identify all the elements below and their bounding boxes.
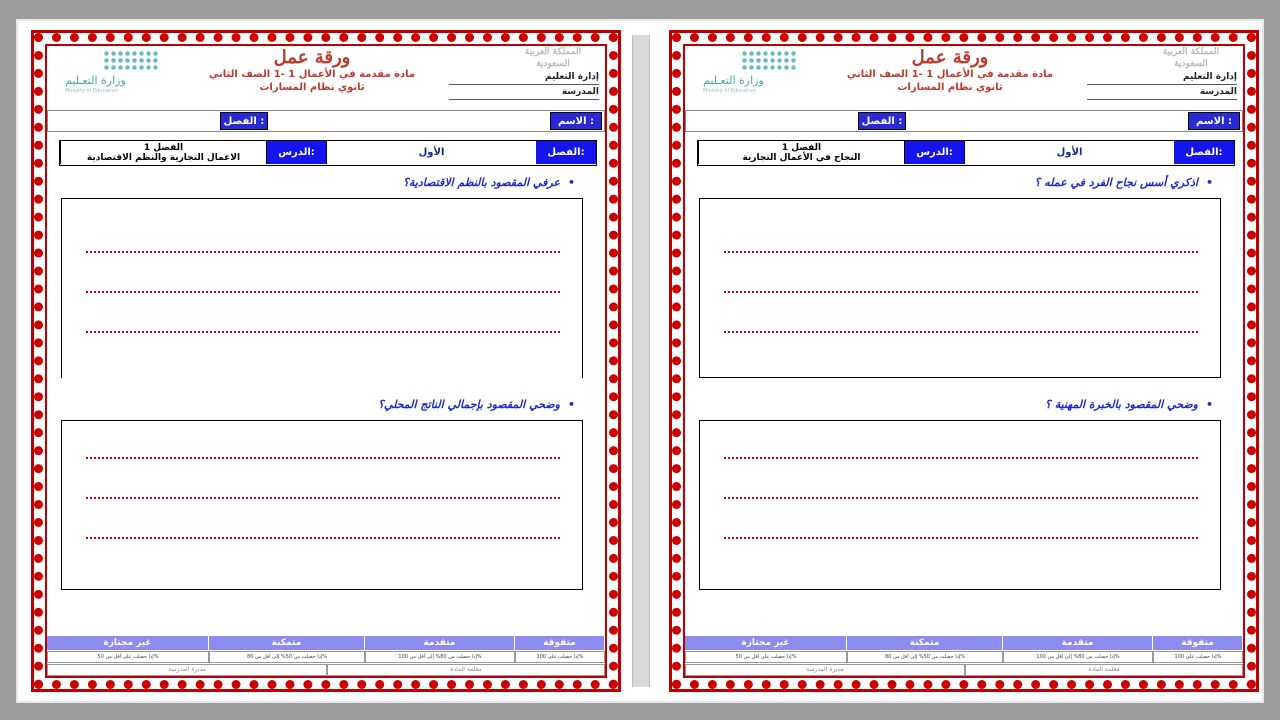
grading-rubric <box>47 636 605 678</box>
rubric-criterion: إذا حصلت على 100% <box>515 651 605 663</box>
lesson-value <box>698 141 904 164</box>
ministry-logo <box>699 50 809 98</box>
chapter-label: الفصل: <box>536 141 596 164</box>
admin-label: إدارة التعليم <box>1087 72 1237 85</box>
lesson-info-row <box>697 140 1235 166</box>
lesson-chapter: الفصل 1 <box>143 143 184 153</box>
worksheet-title-block <box>825 48 1075 94</box>
rubric-header: متفوقة <box>1153 636 1243 650</box>
class-label: الفصل : <box>220 112 268 130</box>
question-1 <box>813 176 1213 189</box>
answer-line <box>724 537 1198 539</box>
chapter-value: الأول <box>326 141 536 164</box>
answer-line <box>86 291 560 293</box>
answer-line <box>86 457 560 459</box>
page-divider <box>632 35 650 687</box>
worksheet-title-block <box>187 48 437 94</box>
bullet-icon: • <box>1205 398 1213 411</box>
lesson-title: النجاح في الأعمال التجارية <box>742 153 861 163</box>
ministry-name: وزارة التعـليم <box>703 74 764 87</box>
answer-box-1[interactable] <box>699 198 1221 378</box>
worksheet-subtitle: مادة مقدمة في الأعمال 1 -1 الصف الثاني <box>208 69 416 80</box>
ministry-logo <box>61 50 171 98</box>
admin-fields <box>1087 72 1237 102</box>
question-2-text: وضحي المقصود بإجمالي الناتج المحلي؟ <box>378 398 560 411</box>
bullet-icon: • <box>567 398 575 411</box>
answer-box-1[interactable] <box>61 198 583 378</box>
answer-line <box>724 497 1198 499</box>
class-label: الفصل : <box>858 112 906 130</box>
ministry-name-en: Ministry of Education <box>703 88 756 94</box>
rubric-header: متمكنة <box>209 636 365 650</box>
chapter-label: الفصل: <box>1174 141 1234 164</box>
question-2-text: وضحي المقصود بالخبرة المهنية ؟ <box>1045 398 1198 411</box>
answer-box-2[interactable] <box>61 420 583 590</box>
teacher-signature: معلمة المادة <box>327 664 605 676</box>
worksheet-title: ورقة عمل <box>273 47 351 68</box>
worksheet-title: ورقة عمل <box>911 47 989 68</box>
lesson-label: الدرس: <box>904 141 964 164</box>
admin-fields <box>449 72 599 102</box>
ministry-name-en: Ministry of Education <box>65 88 118 94</box>
lesson-info-row <box>59 140 597 166</box>
answer-line <box>724 331 1198 333</box>
name-label: الاسم : <box>1188 112 1240 130</box>
worksheet-header <box>685 46 1243 108</box>
name-label: الاسم : <box>550 112 602 130</box>
rubric-header: متقدمة <box>365 636 515 650</box>
rubric-criterion: إذا حصلت على 100% <box>1153 651 1243 663</box>
answer-line <box>86 331 560 333</box>
rubric-criterion: إذا حصلت من 50% إلى أقل من 80% <box>847 651 1003 663</box>
lesson-label: الدرس: <box>266 141 326 164</box>
student-info-row <box>47 110 605 132</box>
rubric-header: متقدمة <box>1003 636 1153 650</box>
admin-label: إدارة التعليم <box>449 72 599 85</box>
answer-line <box>86 537 560 539</box>
rubric-criterion: إذا حصلت على أقل من 50% <box>685 651 847 663</box>
answer-line <box>724 457 1198 459</box>
answer-box-2[interactable] <box>699 420 1221 590</box>
worksheet-left <box>31 30 621 692</box>
rubric-header: متمكنة <box>847 636 1003 650</box>
worksheet-subtitle-2: ثانوي نظام المسارات <box>259 82 365 93</box>
school-label: المدرسة <box>449 87 599 100</box>
ministry-logo-icon <box>741 50 797 72</box>
principal-signature: مديرة المدرسة <box>47 664 327 676</box>
worksheet-right <box>669 30 1259 692</box>
question-1-text: اذكري أسس نجاح الفرد في عمله ؟ <box>1034 176 1198 189</box>
rubric-criterion: إذا حصلت على أقل من 50% <box>47 651 209 663</box>
kingdom-emblem-text: المملكة العربية السعودية <box>524 47 582 69</box>
rubric-criterion: إذا حصلت من 50% إلى أقل من 80% <box>209 651 365 663</box>
document-frame <box>16 19 1264 703</box>
ministry-logo-icon <box>103 50 159 72</box>
ministry-name: وزارة التعـليم <box>65 74 126 87</box>
answer-line <box>86 251 560 253</box>
question-2 <box>175 398 575 411</box>
kingdom-emblem-text: المملكة العربية السعودية <box>1162 47 1220 69</box>
bullet-icon: • <box>1205 176 1213 189</box>
lesson-value <box>60 141 266 164</box>
worksheet-subtitle: مادة مقدمة في الأعمال 1 -1 الصف الثاني <box>846 69 1054 80</box>
bullet-icon: • <box>567 176 575 189</box>
student-info-row <box>685 110 1243 132</box>
principal-signature: مديرة المدرسة <box>685 664 965 676</box>
answer-line <box>86 497 560 499</box>
rubric-header: متفوقة <box>515 636 605 650</box>
answer-line <box>724 291 1198 293</box>
rubric-criterion: إذا حصلت من 80% إلى أقل من 100% <box>1003 651 1153 663</box>
question-1 <box>175 176 575 189</box>
answer-line <box>724 251 1198 253</box>
worksheet-header <box>47 46 605 108</box>
question-2 <box>813 398 1213 411</box>
school-label: المدرسة <box>1087 87 1237 100</box>
rubric-header: غير مجتازة <box>685 636 847 650</box>
teacher-signature: معلمة المادة <box>965 664 1243 676</box>
rubric-header: غير مجتازة <box>47 636 209 650</box>
worksheet-subtitle-2: ثانوي نظام المسارات <box>897 82 1003 93</box>
lesson-title: الاعمال التجارية والنظم الاقتصادية <box>86 153 241 163</box>
question-1-text: عرفي المقصود بالنظم الاقتصادية؟ <box>403 176 560 189</box>
grading-rubric <box>685 636 1243 678</box>
rubric-criterion: إذا حصلت من 80% إلى أقل من 100% <box>365 651 515 663</box>
lesson-chapter: الفصل 1 <box>781 143 822 153</box>
chapter-value: الأول <box>964 141 1174 164</box>
